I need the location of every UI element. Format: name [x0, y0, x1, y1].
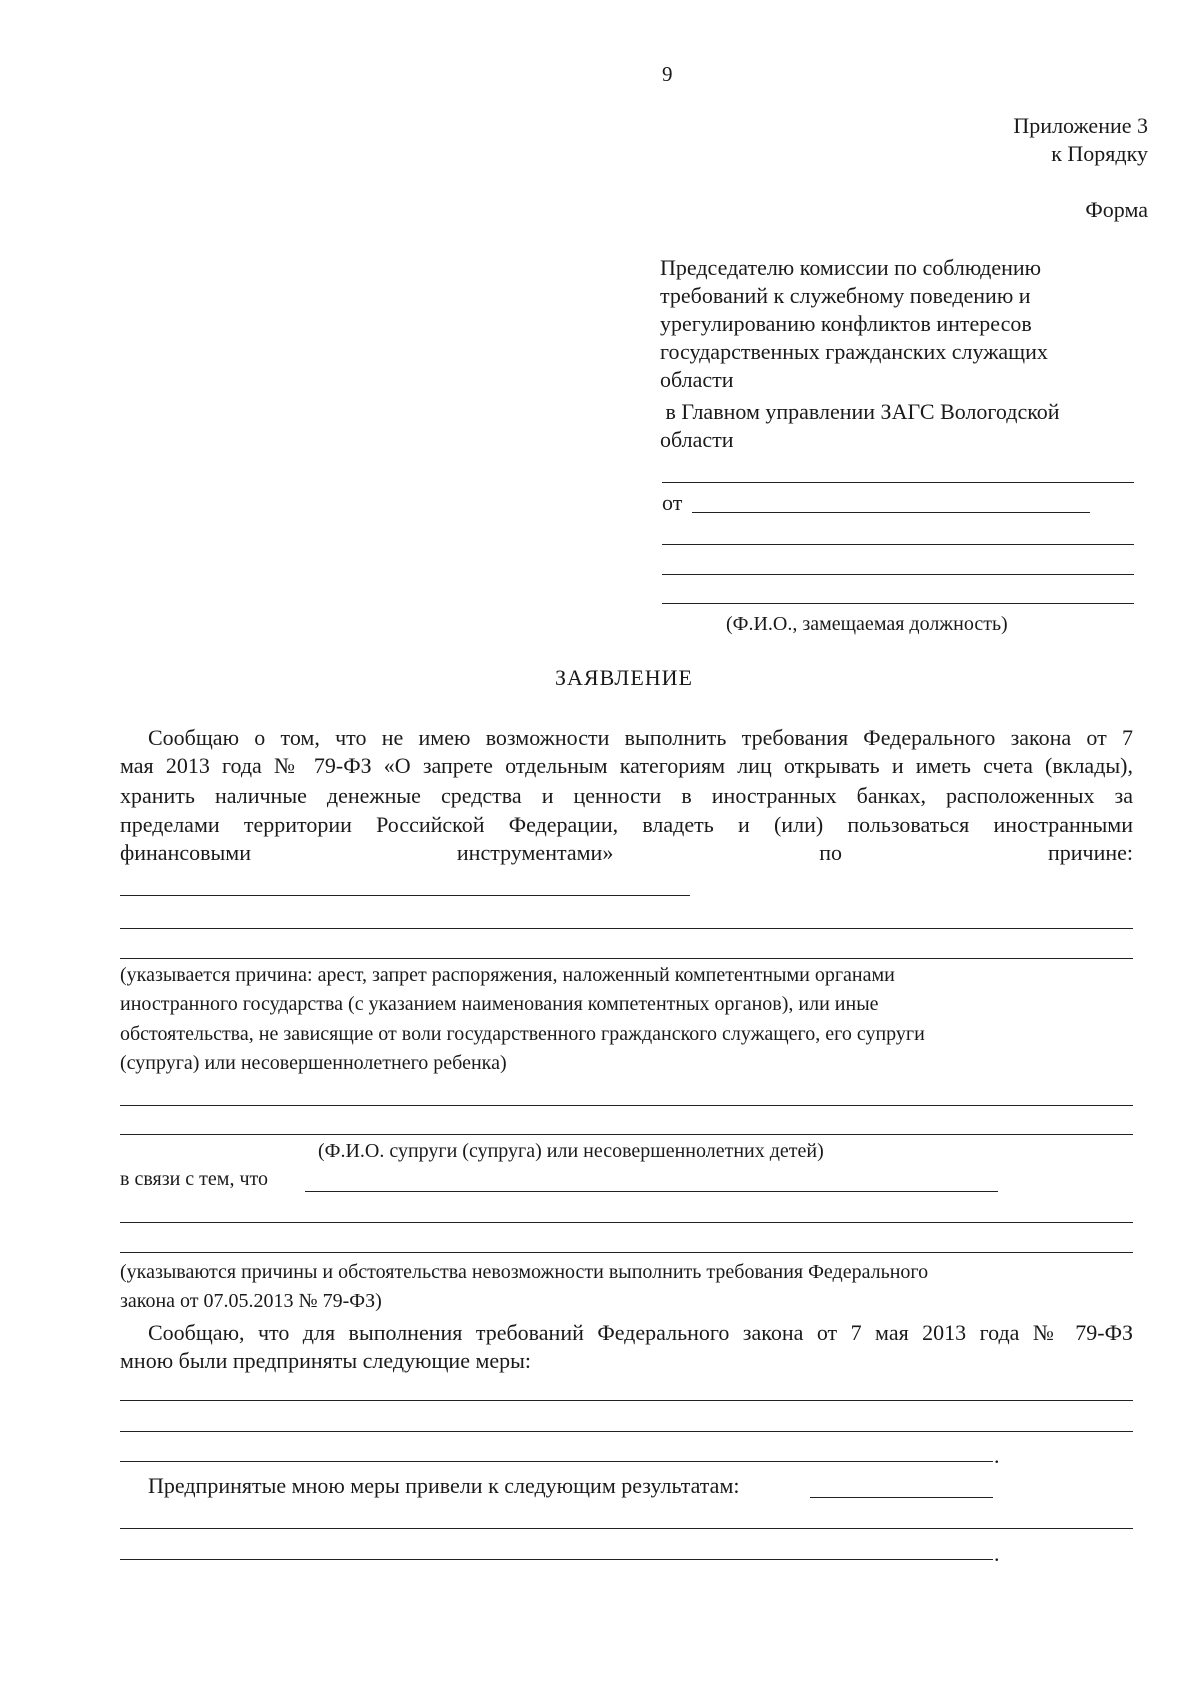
addressee-blank-line[interactable]	[662, 544, 1134, 545]
addressee-blank-line[interactable]	[662, 482, 1134, 483]
addressee-line: государственных гражданских служащих	[660, 339, 1048, 364]
order-label: к Порядку	[1051, 141, 1148, 166]
addressee-caption: (Ф.И.О., замещаемая должность)	[726, 613, 1008, 635]
paragraph-line: Сообщаю, что для выполнения требований Федерального закона от 7 мая 2013 года № 79-ФЗ	[148, 1320, 1133, 1345]
spouse-blank-line[interactable]	[120, 1105, 1133, 1106]
paragraph-line: мая 2013 года № 79-ФЗ «О запрете отдельным категориям лиц открывать и иметь счета (вклады),	[120, 753, 1133, 778]
addressee-line: в Главном управлении ЗАГС Вологодской	[660, 399, 1060, 424]
paragraph-line: хранить наличные денежные средства и ценности в иностранных банках, расположенных за	[120, 783, 1133, 808]
paragraph-line: Сообщаю о том, что не имею возможности выполнить требования Федерального закона от 7	[148, 725, 1133, 750]
period-mark: .	[994, 1443, 1000, 1468]
results-label: Предпринятые мною меры привели к следующим результатам:	[148, 1473, 740, 1498]
reason-blank-line[interactable]	[120, 928, 1133, 929]
addressee-line: области	[660, 367, 734, 392]
spouse-caption: (Ф.И.О. супруги (супруга) или несовершеннолетних детей)	[318, 1140, 824, 1162]
due-to-blank-line[interactable]	[305, 1191, 998, 1192]
from-label: от	[662, 490, 683, 515]
page-number: 9	[662, 62, 673, 86]
paragraph-line: пределами территории Российской Федерации, владеть и (или) пользоваться иностранными	[120, 812, 1133, 837]
due-to-label: в связи с тем, что	[120, 1168, 268, 1190]
addressee-line: Председателю комиссии по соблюдению	[660, 255, 1042, 280]
addressee-line: требований к служебному поведению и	[660, 283, 1031, 308]
measures-blank-line[interactable]	[120, 1431, 1133, 1432]
addressee-line: урегулированию конфликтов интересов	[660, 311, 1032, 336]
circumstances-blank-line[interactable]	[120, 1252, 1133, 1253]
reason-caption-line: обстоятельства, не зависящие от воли государственного гражданского служащего, его супруги	[120, 1023, 925, 1045]
results-blank-line[interactable]	[120, 1559, 993, 1560]
measures-blank-line[interactable]	[120, 1461, 993, 1462]
addressee-line: области	[660, 427, 734, 452]
form-label: Форма	[1085, 197, 1148, 222]
reason-caption-line: (указывается причина: арест, запрет распоряжения, наложенный компетентными органами	[120, 964, 895, 986]
addressee-blank-line[interactable]	[662, 603, 1134, 604]
period-mark: .	[994, 1541, 1000, 1566]
paragraph-line: финансовыми инструментами» по причине:	[120, 840, 1133, 865]
reason-caption-line: иностранного государства (с указанием наименования компетентных органов), или иные	[120, 993, 879, 1015]
spouse-blank-line[interactable]	[120, 1134, 1133, 1135]
results-blank-line[interactable]	[810, 1497, 993, 1498]
reason-blank-line[interactable]	[120, 958, 1133, 959]
appendix-label: Приложение 3	[1013, 113, 1148, 138]
reason-caption-line: (супруга) или несовершеннолетнего ребенка)	[120, 1052, 507, 1074]
paragraph-line: мною были предприняты следующие меры:	[120, 1348, 532, 1373]
document-title: ЗАЯВЛЕНИЕ	[555, 665, 693, 690]
circumstances-caption-line: закона от 07.05.2013 № 79-ФЗ)	[120, 1290, 382, 1312]
circumstances-caption-line: (указываются причины и обстоятельства невозможности выполнить требования Федерального	[120, 1261, 929, 1283]
addressee-blank-line[interactable]	[662, 574, 1134, 575]
from-blank-line[interactable]	[692, 512, 1090, 513]
results-blank-line[interactable]	[120, 1528, 1133, 1529]
measures-blank-line[interactable]	[120, 1400, 1133, 1401]
circumstances-blank-line[interactable]	[120, 1222, 1133, 1223]
reason-blank-line[interactable]	[120, 895, 690, 896]
